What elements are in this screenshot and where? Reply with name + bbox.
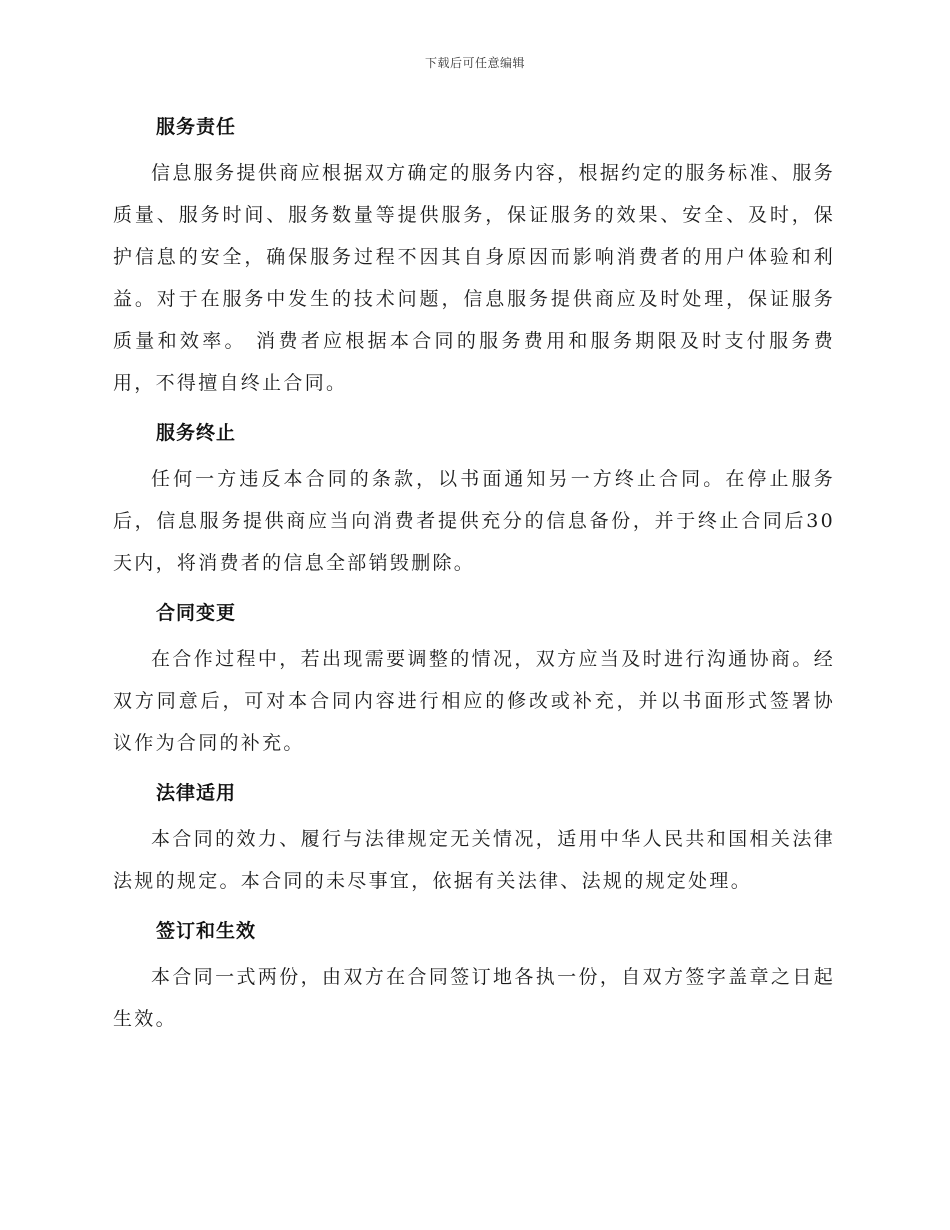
section-title: 签订和生效	[156, 920, 257, 942]
section-service-responsibility	[113, 108, 835, 404]
section-title: 法律适用	[156, 782, 237, 804]
section-title: 服务责任	[156, 116, 237, 138]
section-paragraph: 本合同一式两份，由双方在合同签订地各执一份，自双方签字盖章之日起生效。	[113, 966, 835, 1030]
section-signing-effect	[113, 912, 835, 1040]
section-paragraph: 本合同的效力、履行与法律规定无关情况，适用中华人民共和国相关法律法规的规定。本合同的未尽事宜，依据有关法律、法规的规定处理。	[113, 828, 835, 892]
section-paragraph: 信息服务提供商应根据双方确定的服务内容，根据约定的服务标准、服务质量、服务时间、服务数量等提供服务，保证服务的效果、安全、及时，保护信息的安全，确保服务过程不因其自身原因而影响消费者的用户体验和利益。对于在服务中发生的技术问题，信息服务提供商应及时处理，保证服务质量和效率。 消费者应根据本合同的服务费用和服务期限及时支付服务费用，不得擅自终止合同。	[113, 162, 835, 394]
section-paragraph: 任何一方违反本合同的条款，以书面通知另一方终止合同。在停止服务后，信息服务提供商应当向消费者提供充分的信息备份，并于终止合同后30天内，将消费者的信息全部销毁删除。	[113, 468, 835, 574]
section-paragraph: 在合作过程中，若出现需要调整的情况，双方应当及时进行沟通协商。经双方同意后，可对本合同内容进行相应的修改或补充，并以书面形式签署协议作为合同的补充。	[113, 648, 835, 754]
document-body	[113, 108, 835, 1050]
section-service-termination	[113, 414, 835, 584]
page-header: 下载后可任意编辑	[424, 56, 525, 70]
section-applicable-law	[113, 774, 835, 902]
section-title: 合同变更	[156, 602, 237, 624]
section-title: 服务终止	[156, 422, 237, 444]
section-contract-change	[113, 594, 835, 764]
